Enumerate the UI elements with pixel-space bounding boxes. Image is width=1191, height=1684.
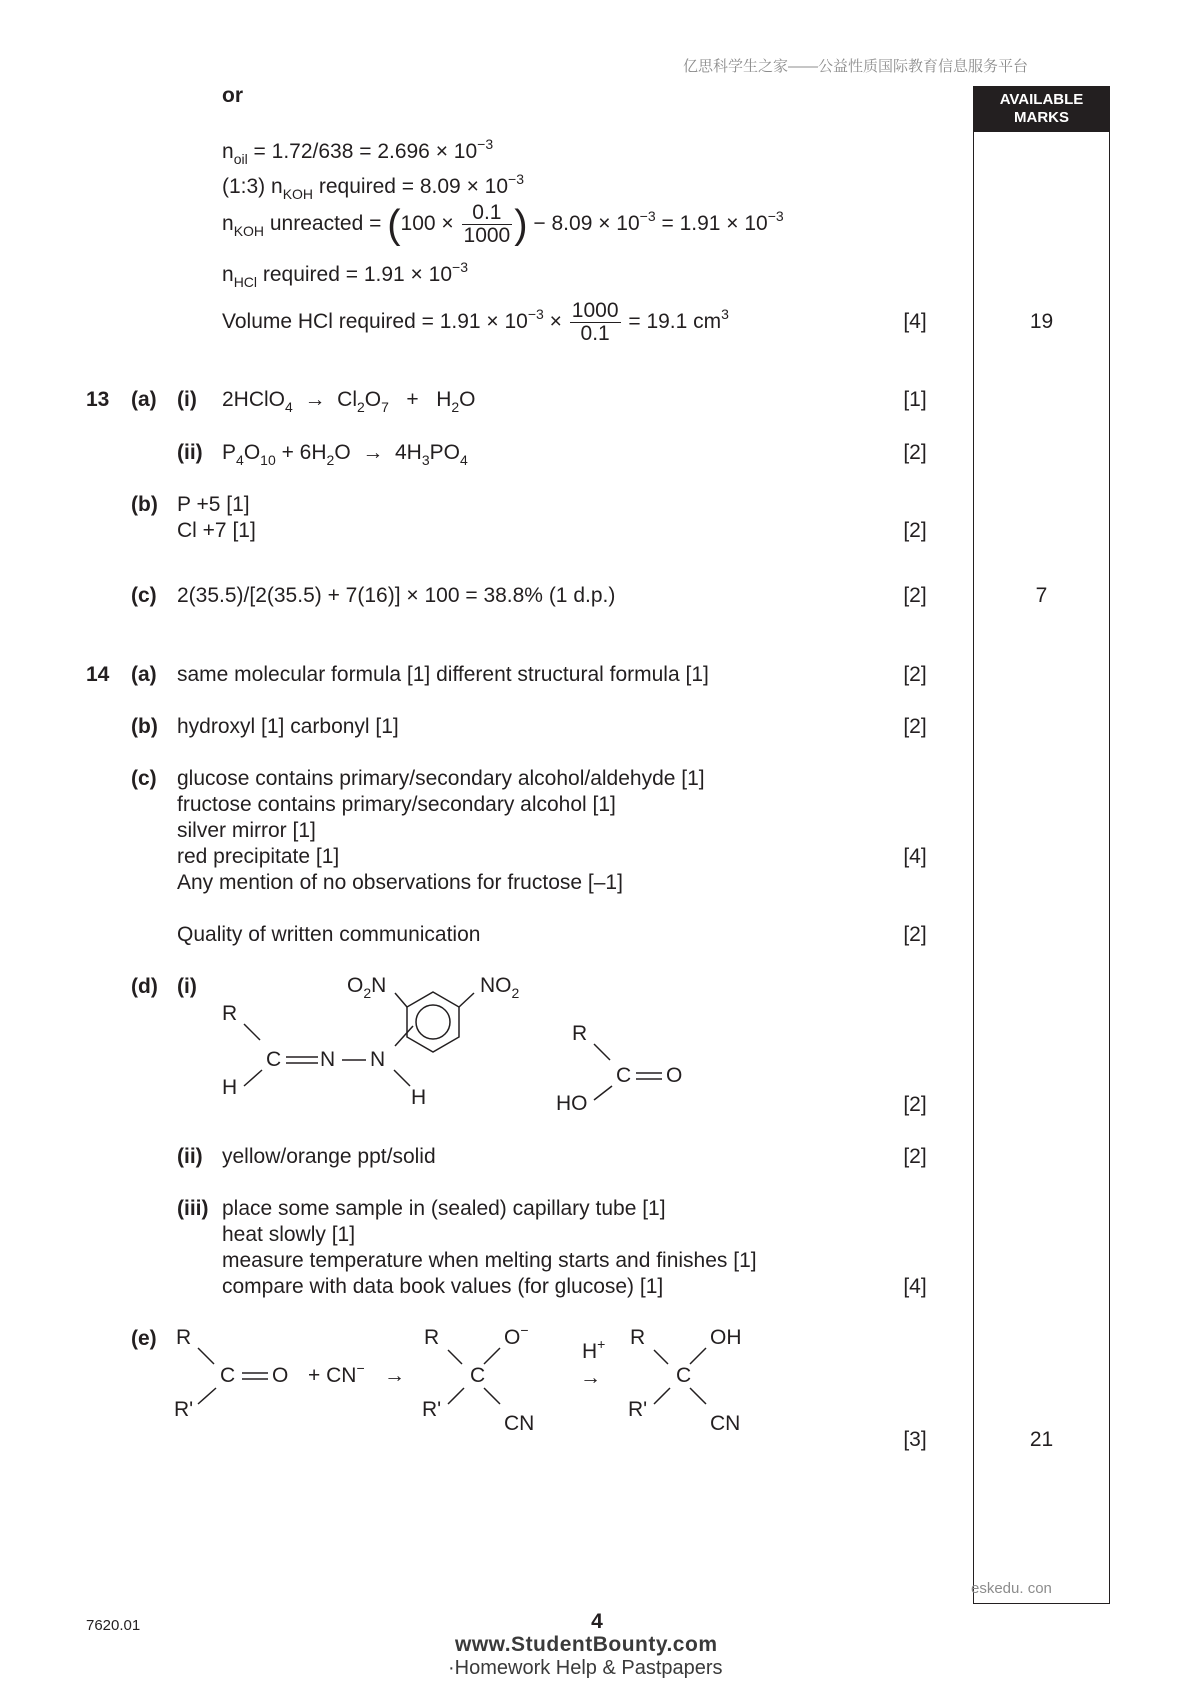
q14-d-ii-label: (ii) bbox=[177, 1145, 203, 1168]
q13-b-line2: Cl +7 [1] bbox=[177, 519, 256, 542]
marks-heading-line2: MARKS bbox=[1014, 109, 1069, 126]
q14-c-line: fructose contains primary/secondary alcohol [1] bbox=[177, 793, 616, 816]
q12-total: 19 bbox=[1029, 310, 1054, 333]
q13-c-marks: [2] bbox=[903, 584, 927, 607]
q13-c-text: 2(35.5)/[2(35.5) + 7(16)] × 100 = 38.8% (1 d.p.) bbox=[177, 584, 616, 607]
svg-text:O: O bbox=[666, 1064, 683, 1087]
q14-d-iii-label: (iii) bbox=[177, 1197, 209, 1220]
brand-tagline: ·Homework Help & Pastpapers bbox=[448, 1657, 723, 1679]
q14-d-label: (d) bbox=[131, 975, 158, 998]
brand-url: www.StudentBounty.com bbox=[455, 1633, 718, 1656]
svg-text:N: N bbox=[370, 1048, 386, 1071]
q13-b-marks: [2] bbox=[903, 519, 927, 542]
q13-a-i-label: (i) bbox=[177, 388, 197, 411]
svg-text:R: R bbox=[630, 1326, 646, 1349]
q14-c-marks: [4] bbox=[903, 845, 927, 868]
q14-b-text: hydroxyl [1] carbonyl [1] bbox=[177, 715, 399, 738]
q14-e-mechanism bbox=[170, 1320, 770, 1440]
q14-total: 21 bbox=[1029, 1428, 1054, 1451]
svg-text:→: → bbox=[384, 1364, 405, 1387]
q13-total: 7 bbox=[1035, 584, 1048, 607]
svg-text:H: H bbox=[222, 1076, 238, 1099]
svg-text:N: N bbox=[320, 1048, 336, 1071]
q14-d-ii-marks: [2] bbox=[903, 1145, 927, 1168]
side-watermark: eskedu. con bbox=[971, 1580, 1052, 1597]
q13-a-i-marks: [1] bbox=[903, 388, 927, 411]
q13-b-line1: P +5 [1] bbox=[177, 493, 250, 516]
svg-text:C: C bbox=[676, 1364, 692, 1387]
paper-code: 7620.01 bbox=[86, 1617, 141, 1634]
q13-c-label: (c) bbox=[131, 584, 157, 607]
q13-a-ii-equation: $P_4O_{10} + 6H_2O \to 4H_3PO_4$ bbox=[222, 441, 468, 468]
q14-d-iii-line: place some sample in (sealed) capillary tube [1] bbox=[222, 1197, 666, 1220]
svg-text:R': R' bbox=[422, 1398, 442, 1421]
svg-text:+ CN−: + CN− bbox=[308, 1360, 365, 1387]
svg-text:C: C bbox=[266, 1048, 282, 1071]
q13-a-i-equation: 2HClO$_4$ → $Cl_2O_7 + H_2O$ bbox=[222, 388, 476, 415]
q14-qwc-text: Quality of written communication bbox=[177, 923, 481, 946]
q14-d-i-structures bbox=[200, 960, 720, 1120]
svg-text:C: C bbox=[470, 1364, 486, 1387]
svg-text:O2N: $O_2N$ bbox=[347, 974, 387, 1001]
svg-text:R': R' bbox=[174, 1398, 194, 1421]
page-number: 4 bbox=[591, 1610, 603, 1633]
svg-text:→: → bbox=[580, 1366, 601, 1389]
q14-a-text: same molecular formula [1] different structural formula [1] bbox=[177, 663, 709, 686]
svg-text:NO2: $NO_2$ bbox=[480, 974, 520, 1001]
q13-a-ii-label: (ii) bbox=[177, 441, 203, 464]
q14-d-iii-marks: [4] bbox=[903, 1275, 927, 1298]
q12-marks: [4] bbox=[903, 310, 927, 333]
svg-text:R: R bbox=[176, 1326, 192, 1349]
svg-text:H: H bbox=[411, 1086, 427, 1109]
available-marks-heading bbox=[973, 86, 1110, 132]
svg-text:R: R bbox=[424, 1326, 440, 1349]
svg-text:C: C bbox=[616, 1064, 632, 1087]
q14-b-marks: [2] bbox=[903, 715, 927, 738]
svg-text:R': R' bbox=[628, 1398, 648, 1421]
or-label: or bbox=[222, 84, 243, 107]
q14-e-label: (e) bbox=[131, 1327, 157, 1350]
n-oil-line: $n_{oil} = 1.72/638 = 2.696 \times 10^{-3}$ bbox=[222, 136, 494, 167]
q13-b-label: (b) bbox=[131, 493, 158, 516]
q14-d-i-label: (i) bbox=[177, 975, 197, 998]
svg-text:O: O bbox=[272, 1364, 289, 1387]
q13-number: 13 bbox=[86, 388, 110, 411]
q13-a-label: (a) bbox=[131, 388, 157, 411]
svg-text:CN: CN bbox=[710, 1412, 741, 1435]
n-koh-required-line: (1:3) $n_{KOH}$ required = $8.09 \times 10^{-3}$ bbox=[222, 171, 524, 202]
q14-a-label: (a) bbox=[131, 663, 157, 686]
svg-text:CN: CN bbox=[504, 1412, 535, 1435]
q14-c-line: Any mention of no observations for fructose [–1] bbox=[177, 871, 623, 894]
svg-text:R: R bbox=[572, 1022, 588, 1045]
q14-c-label: (c) bbox=[131, 767, 157, 790]
volume-hcl-line: Volume HCl required = $1.91 \times 10^{-3}$ × $\frac{1000}{0.1}$ = 19.1 $cm^3$ bbox=[222, 298, 729, 345]
svg-text:O−: O− bbox=[504, 1322, 529, 1349]
q14-qwc-marks: [2] bbox=[903, 923, 927, 946]
q14-b-label: (b) bbox=[131, 715, 158, 738]
q14-c-line: red precipitate [1] bbox=[177, 845, 340, 868]
q14-c-line: glucose contains primary/secondary alcohol/aldehyde [1] bbox=[177, 767, 705, 790]
svg-text:C: C bbox=[220, 1364, 236, 1387]
q14-number: 14 bbox=[86, 663, 110, 686]
q14-d-i-marks: [2] bbox=[903, 1093, 927, 1116]
svg-text:R: R bbox=[222, 1002, 238, 1025]
svg-text:OH: OH bbox=[710, 1326, 742, 1349]
svg-text:H+: H+ bbox=[582, 1336, 606, 1363]
q14-d-iii-line: measure temperature when melting starts and finishes [1] bbox=[222, 1249, 757, 1272]
marks-heading-line1: AVAILABLE bbox=[999, 91, 1084, 108]
header-watermark: 亿思科学生之家——公益性质国际教育信息服务平台 bbox=[683, 58, 1029, 75]
q14-d-ii-text: yellow/orange ppt/solid bbox=[222, 1145, 436, 1168]
svg-text:HO: HO bbox=[556, 1092, 588, 1115]
q14-c-line: silver mirror [1] bbox=[177, 819, 316, 842]
n-koh-unreacted-line: $n_{KOH}$ unreacted = (100 × $\frac{0.1}{1000}$ ) − $8.09 \times 10^{-3} = 1.91 \times 10^{-3}$ bbox=[222, 200, 784, 247]
q14-e-marks: [3] bbox=[903, 1428, 927, 1451]
q14-d-iii-line: heat slowly [1] bbox=[222, 1223, 356, 1246]
q13-a-ii-marks: [2] bbox=[903, 441, 927, 464]
q14-d-iii-line: compare with data book values (for glucose) [1] bbox=[222, 1275, 664, 1298]
n-hcl-required-line: $n_{HCl}$ required = $1.91 \times 10^{-3}$ bbox=[222, 259, 468, 290]
q14-a-marks: [2] bbox=[903, 663, 927, 686]
